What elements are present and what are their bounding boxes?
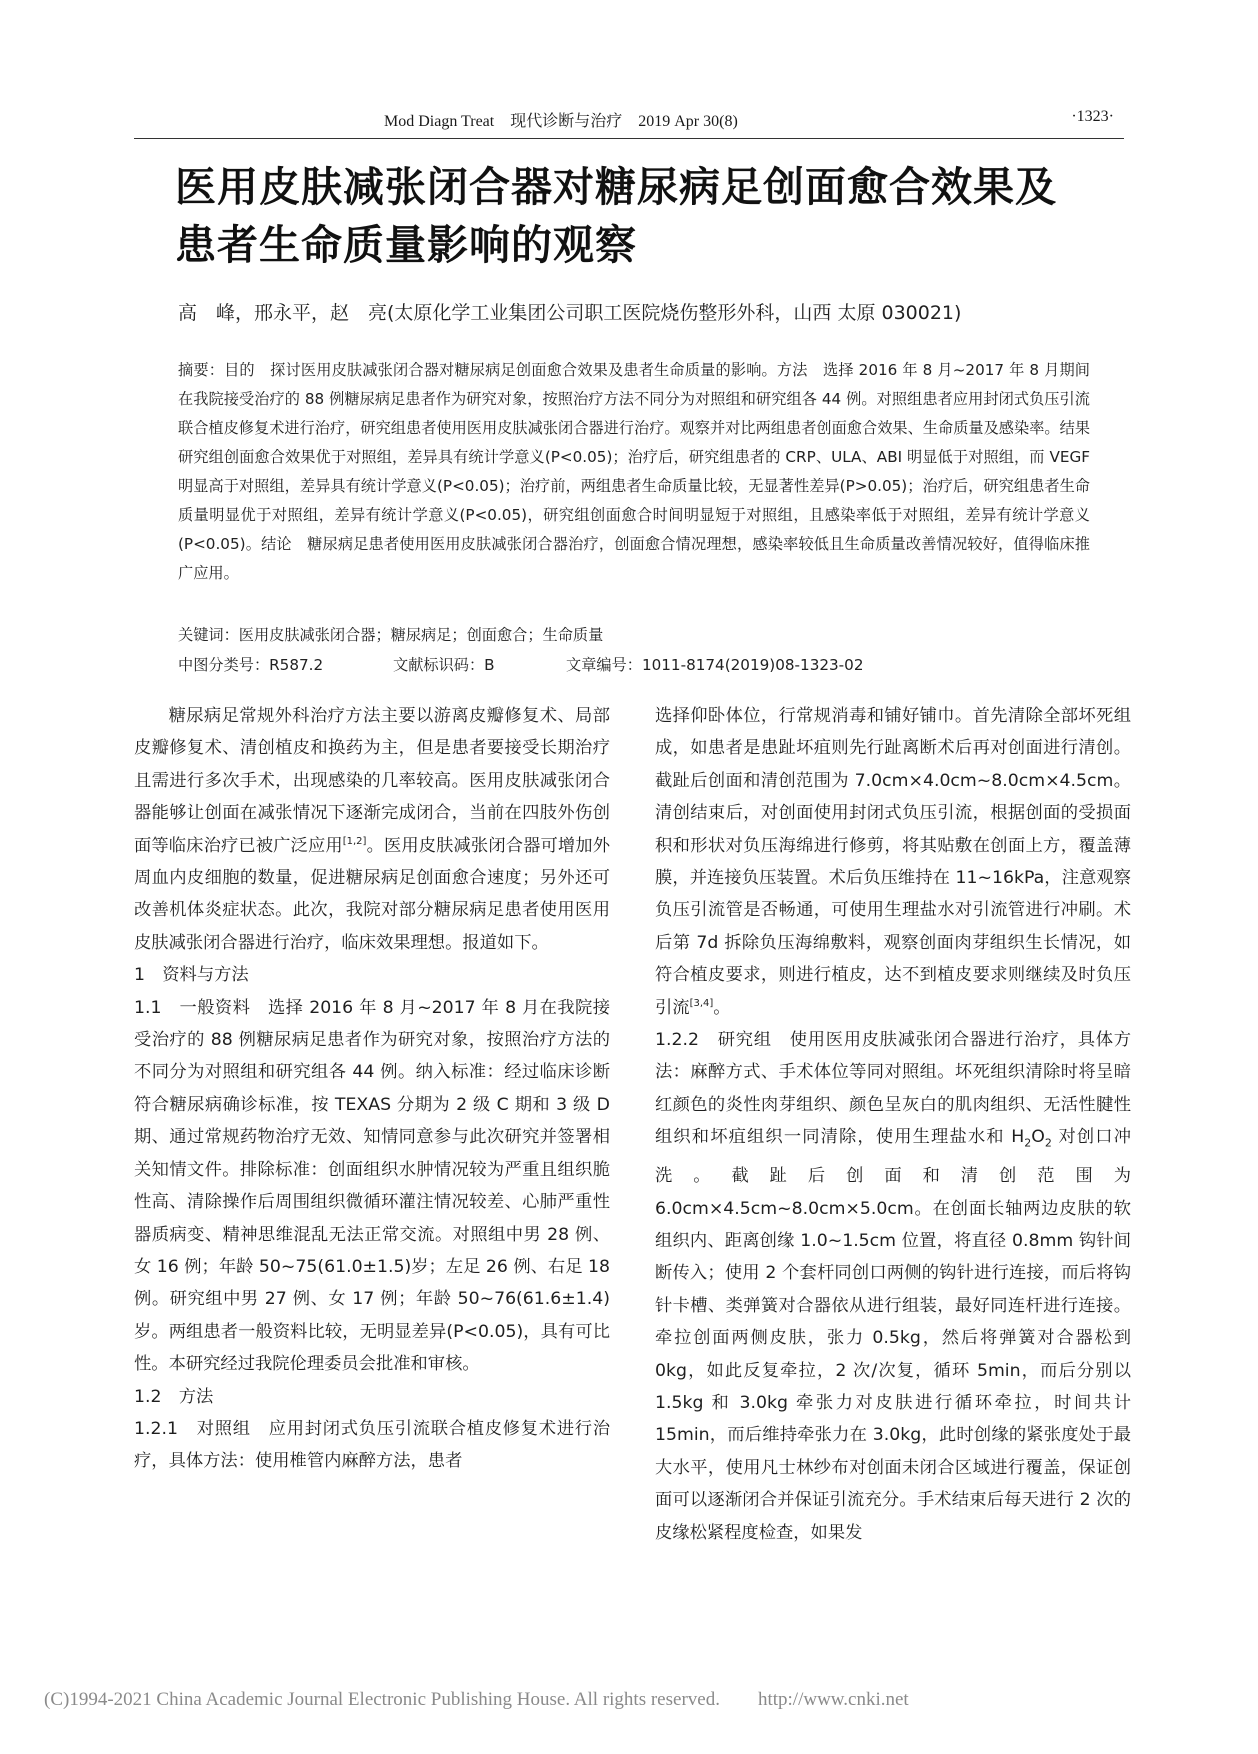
left-column <box>134 700 610 1478</box>
right-column <box>655 700 1131 1549</box>
author-affiliation: 高 峰，邢永平，赵 亮(太原化学工业集团公司职工医院烧伤整形外科，山西 太原 030021) <box>178 302 962 324</box>
journal-info: Mod Diagn Treat 现代诊断与治疗 2019 Apr 30(8) <box>384 113 738 130</box>
document-code: 文献标识码：B <box>393 656 495 674</box>
running-header <box>134 104 1124 139</box>
citation-ref: [3,4] <box>689 997 714 1009</box>
control-group-continued: 选择仰卧体位，行常规消毒和铺好铺巾。首先清除全部坏死组成，如患者是患趾坏疽则先行趾离断术后再对创面进行清创。截趾后创面和清创范围为 7.0cm×4.0cm~8.0cm×4.5cm。清创结束后，对创面使用封闭式负压引流，根据创面的受损面积和形状对负压海绵进行修剪，将其贴敷在创面上方，覆盖薄膜，并连接负压装置。术后负压维持在 11~16kPa，注意观察负压引流管是否畅通，可使用生理盐水对引流管进行冲刷。术后第 7d 拆除负压海绵敷料，观察创面肉芽组织生长情况，如符合植皮要求，则进行植皮，达不到植皮要求则继续及时负压引流[3,4]。 <box>655 706 1131 1018</box>
intro-paragraph: 糖尿病足常规外科治疗方法主要以游离皮瓣修复术、局部皮瓣修复术、清创植皮和换药为主，但是患者要接受长期治疗且需进行多次手术，出现感染的几率较高。医用皮肤减张闭合器能够让创面在减张情况下逐渐完成闭合，当前在四肢外伤创面等临床治疗已被广泛应用[1,2]。医用皮肤减张闭合器可增加外周血内皮细胞的数量，促进糖尿病足创面愈合速度；另外还可改善机体炎症状态。此次，我院对部分糖尿病足患者使用医用皮肤减张闭合器进行治疗，临床效果理想。报道如下。 <box>134 706 610 953</box>
section-heading-1: 1 资料与方法 <box>134 965 249 986</box>
copyright-footer: (C)1994-2021 China Academic Journal Electronic Publishing House. All rights reserved. http://www.cnki.net <box>44 1689 909 1710</box>
keywords: 关键词：医用皮肤减张闭合器；糖尿病足；创面愈合；生命质量 <box>178 626 604 644</box>
section-1-2-1-paragraph: 1.2.1 对照组 应用封闭式负压引流联合植皮修复术进行治疗，具体方法：使用椎管内麻醉方法，患者 <box>134 1418 610 1472</box>
article-title <box>175 158 1135 274</box>
title-line-1: 医用皮肤减张闭合器对糖尿病足创面愈合效果及 <box>175 163 1057 211</box>
abstract: 摘要：目的 探讨医用皮肤减张闭合器对糖尿病足创面愈合效果及患者生命质量的影响。方法 选择 2016 年 8 月~2017 年 8 月期间在我院接受治疗的 88 例糖尿病足患者作为研究对象，按照治疗方法不同分为对照组和研究组各 44 例。对照组患者应用封闭式负压引流联合植皮修复术进行治疗，研究组患者使用医用皮肤减张闭合器进行治疗。观察并对比两组患者创面愈合效果、生命质量及感染率。结果 研究组创面愈合效果优于对照组，差异具有统计学意义(P<0.05)；治疗后，研究组患者的 CRP、ULA、ABI 明显低于对照组，而 VEGF 明显高于对照组，差异具有统计学意义(P<0.05)；治疗前，两组患者生命质量比较，无显著性差异(P>0.05)；治疗后，研究组患者生命质量明显优于对照组，差异有统计学意义(P<0.05)，研究组创面愈合时间明显短于对照组，且感染率低于对照组，差异有统计学意义(P<0.05)。结论 糖尿病足患者使用医用皮肤减张闭合器治疗，创面愈合情况理想，感染率较低且生命质量改善情况较好，值得临床推广应用。 <box>178 361 1106 582</box>
title-line-2: 患者生命质量影响的观察 <box>175 221 637 269</box>
citation-ref: [1,2] <box>342 835 367 847</box>
clc-number: 中图分类号：R587.2 <box>178 656 324 674</box>
article-number: 文章编号：1011-8174(2019)08-1323-02 <box>566 656 864 674</box>
section-heading-1-2: 1.2 方法 <box>134 1386 214 1407</box>
page-number: ·1323· <box>1071 108 1114 125</box>
section-1-1-paragraph: 1.1 一般资料 选择 2016 年 8 月~2017 年 8 月在我院接受治疗的 88 例糖尿病足患者作为研究对象，按照治疗方法的不同分为对照组和研究组各 44 例。纳入标准：经过临床诊断符合糖尿病确诊标准，按 TEXAS 分期为 2 级 C 期和 3 级 D 期、通过常规药物治疗无效、知情同意参与此次研究并签署相关知情文件。排除标准：创面组织水肿情况较为严重且组织脆性高、清除操作后周围组织微循环灌注情况较差、心肺严重性器质病变、精神思维混乱无法正常交流。对照组中男 28 例、女 16 例；年龄 50~75(61.0±1.5)岁；左足 26 例、右足 18 例。研究组中男 27 例、女 17 例；年龄 50~76(61.6±1.4)岁。两组患者一般资料比较，无明显差异(P<0.05)，具有可比性。本研究经过我院伦理委员会批准和审核。 <box>134 997 610 1375</box>
section-1-2-2-paragraph: 1.2.2 研究组 使用医用皮肤减张闭合器进行治疗，具体方法：麻醉方式、手术体位等同对照组。坏死组织清除时将呈暗红颜色的炎性肉芽组织、颜色呈灰白的肌肉组织、无活性腱性组织和坏疽组织一同清除，使用生理盐水和 $H_2O_2$ 对创口冲洗。截趾后创面和清创范围为 6.0cm×4.5cm~8.0cm×5.0cm。在创面长轴两边皮肤的软组织内、距离创缘 1.0~1.5cm 位置，将直径 0.8mm 钩针间断传入；使用 2 个套杆同创口两侧的钩针进行连接，而后将钩针卡槽、类弹簧对合器依从进行组装，最好同连杆进行连接。牵拉创面两侧皮肤，张力 0.5kg，然后将弹簧对合器松到 0kg，如此反复牵拉，2 次/次复，循环 5min，而后分别以 1.5kg 和 3.0kg 牵张力对皮肤进行循环牵拉，时间共计 15min，而后维持牵张力在 3.0kg，此时创缘的紧张度处于最大水平，使用凡士林纱布对创面未闭合区域进行覆盖，保证创面可以逐渐闭合并保证引流充分。手术结束后每天进行 2 次的皮缘松紧程度检查，如果发 <box>655 1030 1131 1543</box>
